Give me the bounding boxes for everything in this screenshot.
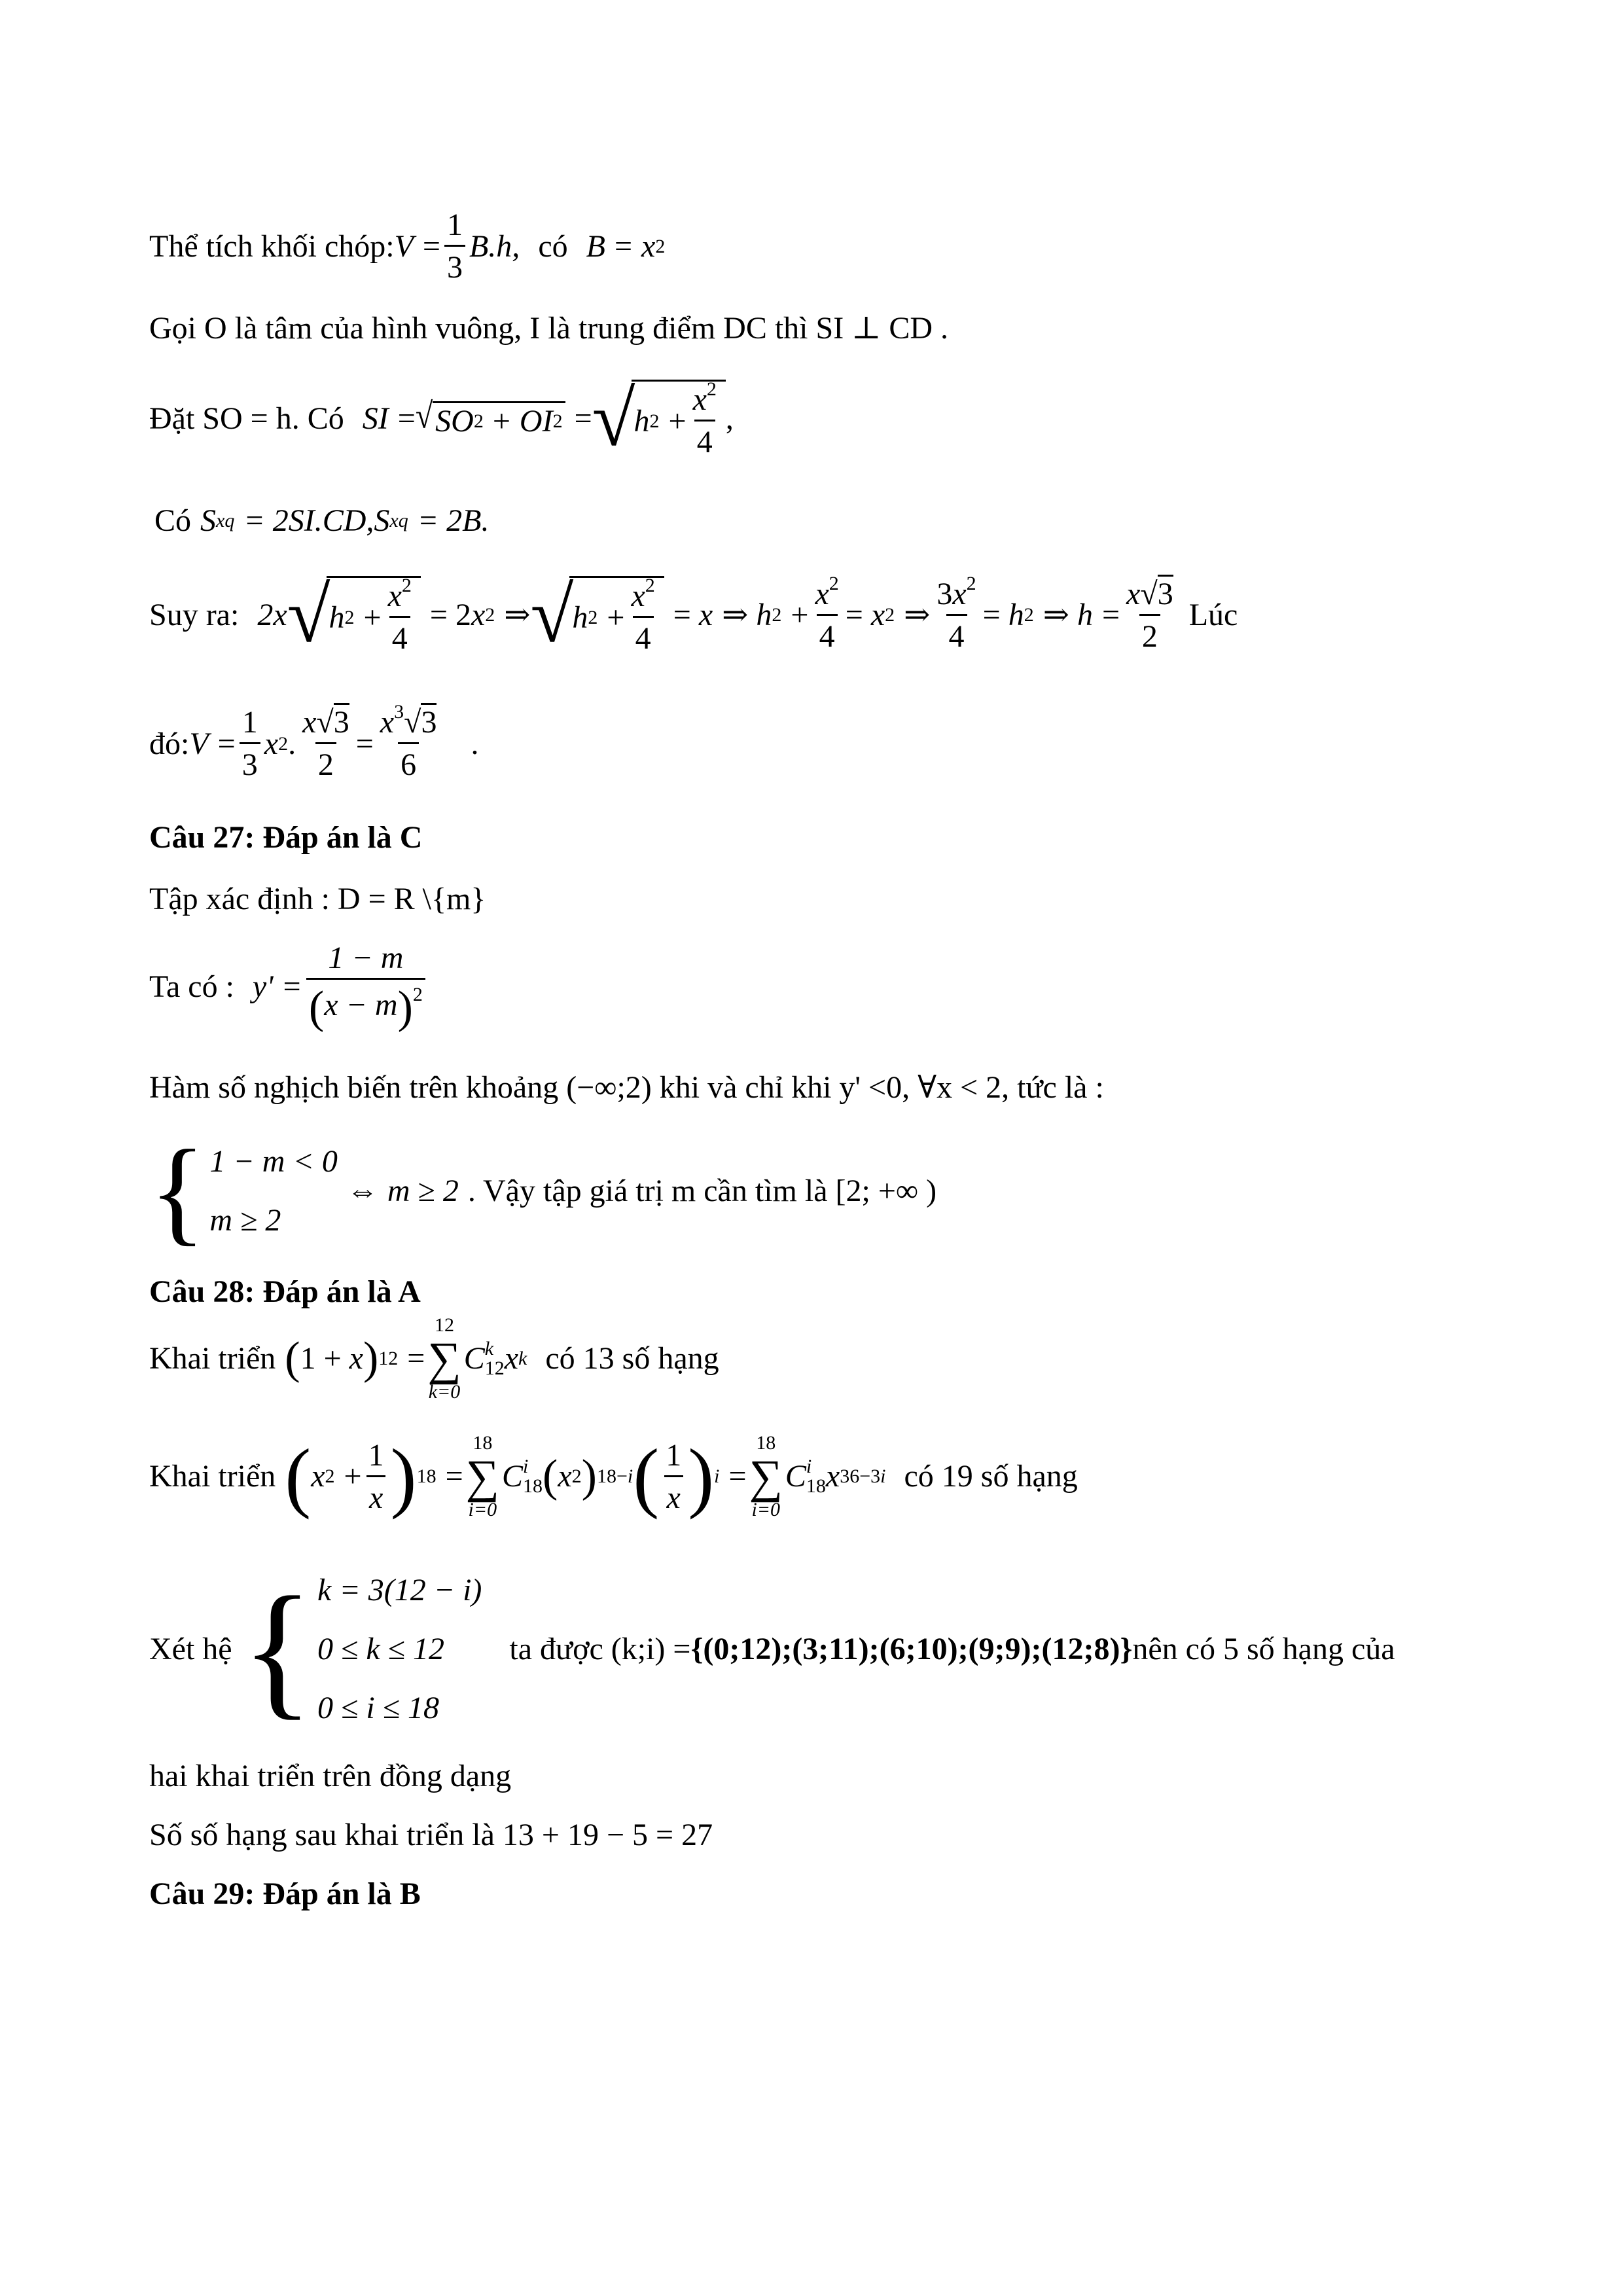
slant-height-line: Đặt SO = h. Có SI = √ SO 2 + OI 2 = √ h 2 + $\frac{x^2}{4}$ ,	[149, 375, 734, 462]
derivation-line: Suy ra: 2x √ h 2 + $\frac{x^2}{4}$ = 2 x 2 ⇒ √ h 2 + $\frac{x^2}{4}$ = x ⇒ h 2 + $\frac{x^2}{4}$ = x 2 ⇒ $\frac{3x^2}{4}$ = h 2 ⇒ h = $\frac{x√3}{2}$ Lúc	[149, 571, 1238, 658]
sqrt-so-oi: √ SO 2 + OI 2	[416, 401, 565, 437]
volume-label: Thể tích khối chóp:	[149, 228, 395, 264]
question-27-heading: Câu 27: Đáp án là C	[149, 820, 423, 855]
volume-result-line: đó: V = $\frac{1}{3}$ x 2 . $\frac{x√3}{2}$ = $\frac{x^3√3}{6}$ .	[149, 701, 479, 782]
system-28-line: Xét hệ { k = 3(12 − i) 0 ≤ k ≤ 12 0 ≤ i ≤ 18 ta được (k;i) = {(0;12);(3;11);(6;10);(9;9);(12;8)} nên có 5 số hạng của	[149, 1566, 1395, 1732]
volume-formula-line: Thể tích khối chóp: V = $\frac{1}{3}$ B.h, có B = x 2	[149, 207, 666, 285]
derivative-fraction: $\frac{1 - m}{(x - m)^2}$	[306, 942, 425, 1031]
center-definition-line: Gọi O là tâm của hình vuông, I là trung điểm DC thì SI ⊥ CD .	[149, 311, 948, 346]
volume-symbol: V	[394, 228, 414, 264]
decreasing-condition-line: Hàm số nghịch biến trên khoảng (−∞;2) khi và chỉ khi y' <0, ∀x < 2, tức là :	[149, 1070, 1104, 1105]
lateral-area-line: Có S xq = 2SI.CD, S xq = 2B.	[154, 503, 490, 538]
term-count-line: Số số hạng sau khai triển là 13 + 19 − 5 = 27	[149, 1818, 713, 1852]
expansion-2-line: Khai triển ( x 2 + $\frac{1}{x}$ ) 18 = 18 ∑ i=0 C i 18 ( x 2 ) 18−i ( $\frac{1}{x}$ ) i = 18 ∑ i=0 C i 18 x 36−3i có 19 số hạng	[149, 1432, 1078, 1520]
question-29-heading: Câu 29: Đáp án là B	[149, 1876, 421, 1911]
sqrt-h-x-fraction: √ h 2 + $\frac{x^2}{4}$	[592, 380, 726, 458]
expansion-1-line: Khai triển ( 1 + x ) 12 = 12 ∑ k=0 C k 12 x k có 13 số hạng	[149, 1314, 719, 1403]
derivative-line: Ta có : y' = $\frac{1 - m}{(x - m)^2}$	[149, 942, 429, 1031]
question-28-heading: Câu 28: Đáp án là A	[149, 1274, 421, 1309]
similar-terms-line: hai khai triển trên đồng dạng	[149, 1759, 512, 1793]
domain-line: Tập xác định : D = R \{m}	[149, 882, 486, 916]
one-third-fraction: $\frac{1}{3}$	[444, 209, 465, 283]
system-27-line: { 1 − m < 0 m ≥ 2 ⇔ m ≥ 2 . Vậy tập giá trị m cần tìm là [2; +∞ )	[149, 1126, 937, 1256]
